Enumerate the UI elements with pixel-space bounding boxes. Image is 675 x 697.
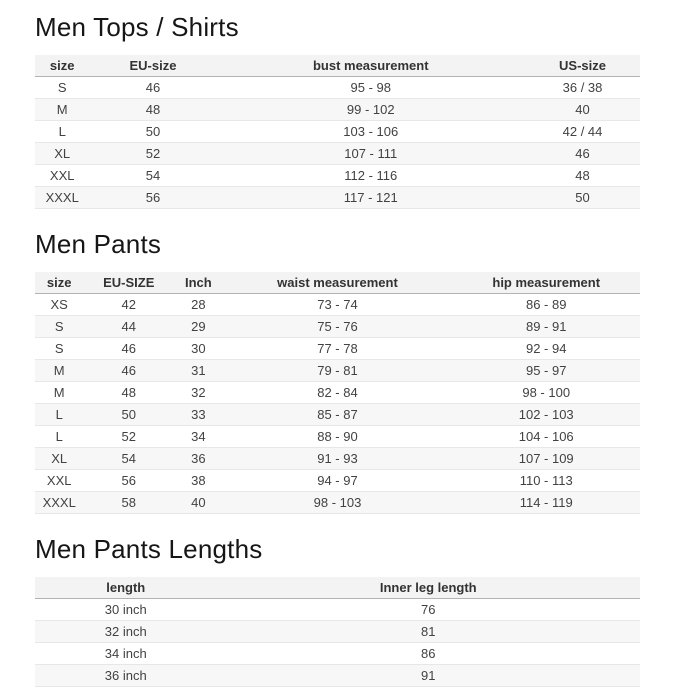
column-header-inner-leg-length: Inner leg length: [217, 577, 641, 599]
cell-us-size: 40: [525, 99, 640, 121]
cell-waist-measurement: 94 - 97: [223, 470, 453, 492]
men-tops-shirts-table: [35, 55, 640, 209]
cell-eu-size: 46: [83, 338, 174, 360]
cell-waist-measurement: 77 - 78: [223, 338, 453, 360]
cell-eu-size: 56: [83, 470, 174, 492]
cell-inch: 30: [174, 338, 222, 360]
cell-inch: 34: [174, 426, 222, 448]
cell-size: XL: [35, 143, 89, 165]
cell-eu-size: 44: [83, 316, 174, 338]
cell-hip-measurement: 104 - 106: [452, 426, 640, 448]
column-header-bust-measurement: bust measurement: [216, 55, 525, 77]
cell-hip-measurement: 95 - 97: [452, 360, 640, 382]
page-title-men-pants-lengths: Men Pants Lengths: [35, 534, 263, 564]
cell-us-size: 48: [525, 165, 640, 187]
cell-size: S: [35, 77, 89, 99]
table-header-row: [35, 55, 640, 77]
table-row: [35, 492, 640, 514]
cell-waist-measurement: 73 - 74: [223, 294, 453, 316]
cell-size: XL: [35, 448, 83, 470]
table-row: [35, 448, 640, 470]
table-body: [35, 294, 640, 514]
cell-hip-measurement: 107 - 109: [452, 448, 640, 470]
cell-hip-measurement: 114 - 119: [452, 492, 640, 514]
cell-size: XXXL: [35, 492, 83, 514]
cell-hip-measurement: 98 - 100: [452, 382, 640, 404]
cell-eu-size: 46: [89, 77, 216, 99]
cell-size: L: [35, 121, 89, 143]
table-header-row: [35, 272, 640, 294]
cell-eu-size: 48: [83, 382, 174, 404]
size-guide-page: [35, 13, 640, 687]
cell-bust-measurement: 103 - 106: [216, 121, 525, 143]
column-header-eu-size: EU-SIZE: [83, 272, 174, 294]
section-men-tops-shirts: [35, 13, 640, 209]
cell-size: L: [35, 426, 83, 448]
cell-eu-size: 58: [83, 492, 174, 514]
table-row: [35, 599, 640, 621]
cell-inch: 31: [174, 360, 222, 382]
column-header-us-size: US-size: [525, 55, 640, 77]
cell-inner-leg-length: 76: [217, 599, 641, 621]
page-title-men-tops-shirts: Men Tops / Shirts: [35, 12, 239, 42]
table-header-row: [35, 577, 640, 599]
cell-inch: 28: [174, 294, 222, 316]
cell-size: M: [35, 99, 89, 121]
cell-us-size: 42 / 44: [525, 121, 640, 143]
cell-inch: 29: [174, 316, 222, 338]
section-men-pants-lengths: [35, 535, 640, 687]
column-header-eu-size: EU-size: [89, 55, 216, 77]
cell-inner-leg-length: 86: [217, 643, 641, 665]
column-header-size: size: [35, 272, 83, 294]
table-row: [35, 165, 640, 187]
column-header-size: size: [35, 55, 89, 77]
cell-length: 32 inch: [35, 621, 217, 643]
cell-eu-size: 46: [83, 360, 174, 382]
table-row: [35, 294, 640, 316]
cell-size: XXL: [35, 165, 89, 187]
cell-eu-size: 52: [89, 143, 216, 165]
column-header-length: length: [35, 577, 217, 599]
cell-waist-measurement: 79 - 81: [223, 360, 453, 382]
cell-eu-size: 56: [89, 187, 216, 209]
table-row: [35, 77, 640, 99]
cell-hip-measurement: 89 - 91: [452, 316, 640, 338]
cell-waist-measurement: 88 - 90: [223, 426, 453, 448]
cell-length: 30 inch: [35, 599, 217, 621]
cell-bust-measurement: 99 - 102: [216, 99, 525, 121]
cell-length: 36 inch: [35, 665, 217, 687]
cell-size: S: [35, 316, 83, 338]
cell-inch: 38: [174, 470, 222, 492]
cell-eu-size: 50: [89, 121, 216, 143]
cell-waist-measurement: 98 - 103: [223, 492, 453, 514]
table-row: [35, 99, 640, 121]
table-row: [35, 143, 640, 165]
cell-bust-measurement: 112 - 116: [216, 165, 525, 187]
cell-size: S: [35, 338, 83, 360]
cell-eu-size: 52: [83, 426, 174, 448]
cell-hip-measurement: 102 - 103: [452, 404, 640, 426]
cell-us-size: 36 / 38: [525, 77, 640, 99]
page-title-men-pants: Men Pants: [35, 229, 162, 259]
cell-waist-measurement: 82 - 84: [223, 382, 453, 404]
cell-inch: 36: [174, 448, 222, 470]
cell-eu-size: 42: [83, 294, 174, 316]
cell-bust-measurement: 95 - 98: [216, 77, 525, 99]
cell-bust-measurement: 117 - 121: [216, 187, 525, 209]
cell-inch: 32: [174, 382, 222, 404]
cell-inch: 33: [174, 404, 222, 426]
cell-inch: 40: [174, 492, 222, 514]
men-pants-table: [35, 272, 640, 514]
cell-waist-measurement: 75 - 76: [223, 316, 453, 338]
table-body: [35, 599, 640, 687]
column-header-waist-measurement: waist measurement: [223, 272, 453, 294]
table-row: [35, 426, 640, 448]
table-row: [35, 382, 640, 404]
cell-inner-leg-length: 81: [217, 621, 641, 643]
section-men-pants: [35, 230, 640, 514]
cell-size: L: [35, 404, 83, 426]
cell-length: 34 inch: [35, 643, 217, 665]
column-header-inch: Inch: [174, 272, 222, 294]
table-row: [35, 470, 640, 492]
cell-us-size: 46: [525, 143, 640, 165]
cell-size: M: [35, 360, 83, 382]
table-row: [35, 643, 640, 665]
cell-eu-size: 54: [83, 448, 174, 470]
table-row: [35, 338, 640, 360]
table-row: [35, 187, 640, 209]
table-row: [35, 316, 640, 338]
cell-size: XXXL: [35, 187, 89, 209]
cell-us-size: 50: [525, 187, 640, 209]
cell-hip-measurement: 110 - 113: [452, 470, 640, 492]
cell-inner-leg-length: 91: [217, 665, 641, 687]
table-row: [35, 665, 640, 687]
cell-size: XS: [35, 294, 83, 316]
table-row: [35, 360, 640, 382]
men-pants-lengths-table: [35, 577, 640, 687]
column-header-hip-measurement: hip measurement: [452, 272, 640, 294]
cell-eu-size: 50: [83, 404, 174, 426]
table-body: [35, 77, 640, 209]
table-row: [35, 404, 640, 426]
cell-waist-measurement: 91 - 93: [223, 448, 453, 470]
cell-size: XXL: [35, 470, 83, 492]
cell-eu-size: 54: [89, 165, 216, 187]
cell-eu-size: 48: [89, 99, 216, 121]
cell-waist-measurement: 85 - 87: [223, 404, 453, 426]
cell-hip-measurement: 92 - 94: [452, 338, 640, 360]
cell-size: M: [35, 382, 83, 404]
table-row: [35, 121, 640, 143]
cell-hip-measurement: 86 - 89: [452, 294, 640, 316]
table-row: [35, 621, 640, 643]
cell-bust-measurement: 107 - 111: [216, 143, 525, 165]
